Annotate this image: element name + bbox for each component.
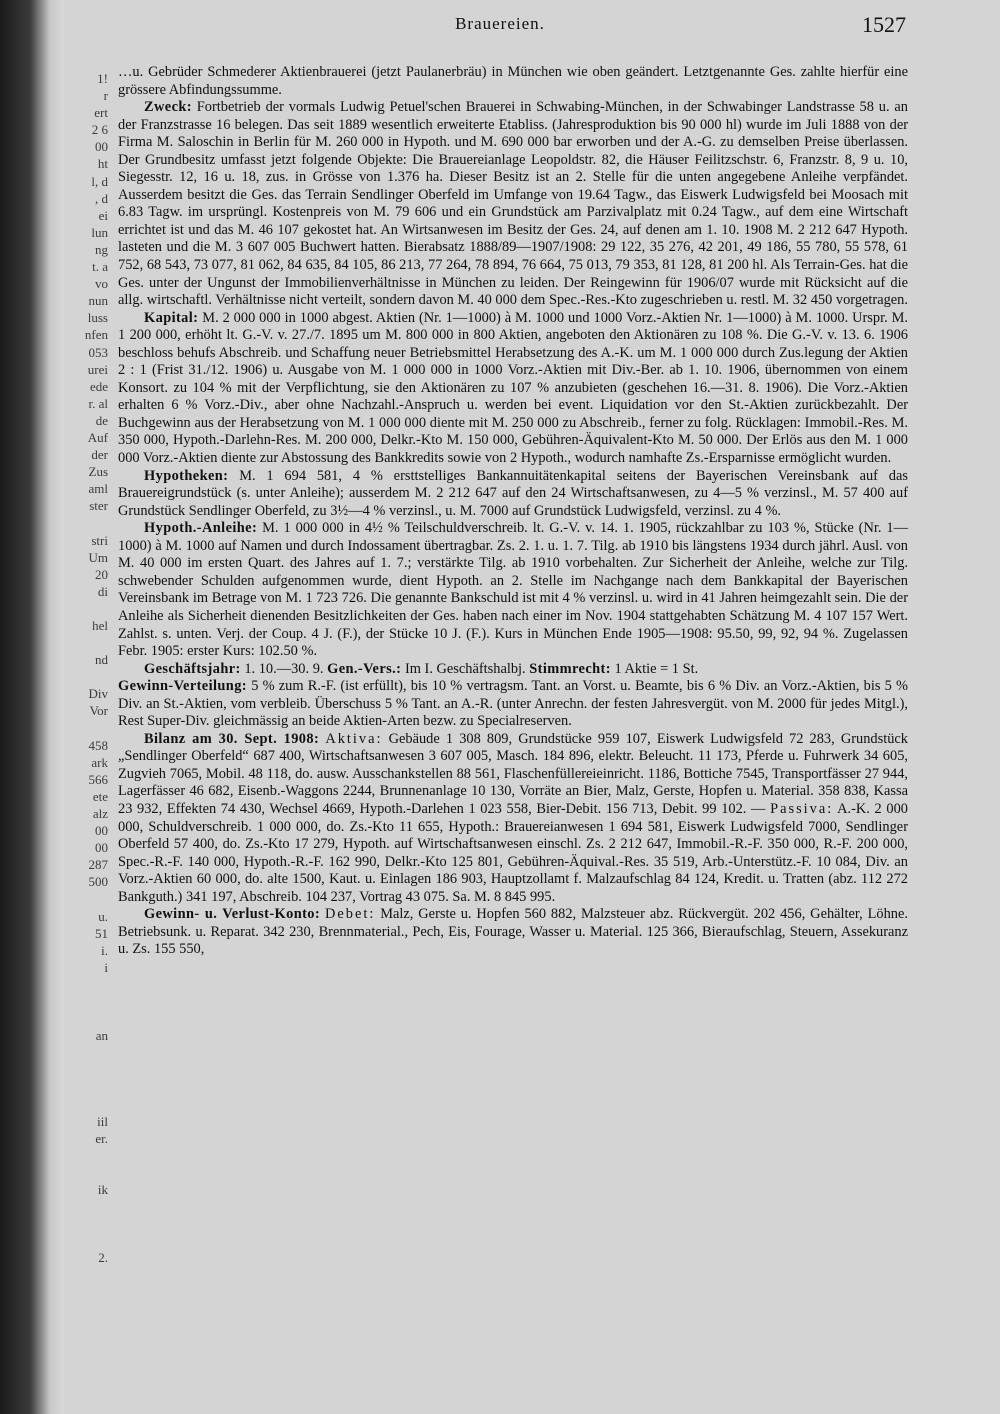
facing-page-fragments: [68, 70, 108, 1284]
facing-page-fragment: Vor: [89, 703, 108, 719]
facing-page-fragment: de: [95, 412, 108, 428]
facing-page-fragment: [68, 1267, 108, 1284]
facing-page-fragment: [68, 1215, 108, 1232]
facing-page-fragment: Um: [88, 549, 108, 565]
kapital-text: M. 2 000 000 in 1000 abgest. Aktien (Nr. 1—1000) à M. 1000 und 1000 Vorz.-Aktien Nr. 1—1000) à M. 1000. Urspr. M. 1 200 000, erhöht lt. G.-V. v. 27./7. 1895 um M. 800 000 in 800 Aktien, angeboten den Aktionären zu 108 %. Die G.-V. v. 13. 6. 1906 beschloss behufs Abschreib. und Schaffung neuer Betriebsmittel Herabsetzung des A.-K. um M. 1 000 000 durch Zus.legung der Aktien 2 : 1 (Frist 31./12. 1906) u. Ausgabe von M. 1 000 000 in 1000 Vorz.-Aktien mit Div.-Ber. ab 1. 10. 1906, übernommen von einem Konsort. zu 104 % mit der Verpflichtung, sie den Aktionären zu 107 % anzubieten (geschehen 16.—31. 8. 1906). Die Vorz.-Aktien erhalten 6 % Vorz.-Div., aber ohne Nachzahl.-Anspruch u. werden bei event. Liquidation vor den St.-Aktien zurückbezahlt. Der Buchgewinn aus der Herabsetzung von M. 1 000 000 diente mit M. 250 000 zu Abschreib., ferner zu folg. Rücklagen: Immobil.-Res. M. 350 000, Hypoth.-Darlehn-Res. M. 200 000, Delkr.-Kto M. 150 000, Gebühren-Äquivalent-Kto M. 50 000. Der Erlös aus den M. 1 000 000 Vorz.-Aktien diente zur Abstossung des Bankkredits sowie von 2 Hypoth., wodurch namhafte Zs.-Ersparnisse ermöglicht wurden.: [118, 309, 908, 467]
facing-page-fragment: ster: [89, 498, 108, 514]
aktiva-label: Aktiva:: [325, 730, 383, 747]
facing-page-fragment: 00: [95, 823, 108, 839]
facing-page-fragment: der: [91, 447, 108, 463]
geschaeftsjahr-paragraph: [118, 661, 908, 679]
guv-label: Gewinn- u. Verlust-Konto:: [144, 906, 321, 923]
facing-page-fragment: lun: [91, 224, 108, 240]
facing-page-fragment: [68, 634, 108, 651]
passiva-text: A.-K. 2 000 000, Schuldverschreib. 1 000 000, do. Zs.-Kto 11 655, Hypoth.: Brauereianwesen 1 694 581, Eiswerk Ludwigsfeld 7000, Sendlinger Oberfeld 57 400, do. Zs.-Kto 17 279, Hypoth. auf Wirtschaftsanwesen einschl. Zs. 2 212 647, Immobil.-R.-F. 350 000, R.-F. 200 000, Spec.-R.-F. 140 000, Hypoth.-R.-F. 162 990, Delkr.-Kto 125 801, Gebühren-Äquival.-Res. 35 519, Arb.-Unterstütz.-F. 10 084, Div. an Vorz.-Aktien 60 000, do. alte 1500, Kaut. u. Einlagen 186 903, Hauptzollamt f. Malzaufschlag 84 124, Kredit. u. Tratten (abz. 112 272 Bankguth.) 341 197, Abschreib. 104 237, Vortrag 43 075. Sa. M. 8 845 995.: [118, 800, 908, 905]
facing-page-fragment: Div: [88, 686, 108, 702]
stimmrecht-text: 1 Aktie = 1 St.: [614, 660, 699, 677]
facing-page-fragment: 00: [95, 840, 108, 856]
facing-page-fragment: iil: [97, 1113, 108, 1129]
facing-page-fragment: , d: [95, 190, 108, 206]
guv-paragraph: [118, 906, 908, 959]
kapital-label: Kapital:: [144, 309, 199, 326]
hypotheken-text: M. 1 694 581, 4 % ersttstelliges Bankannuitätenkapital seitens der Bayerischen Vereinsbank auf das Brauereigrundstück (s. unter Anleihe); ausserdem M. 2 212 647 auf den 24 Wirtschaftsanwesen, zu 4—5 % verzinsl., M. 57 400 auf Grundstück Sendlinger Oberfeld, zu 3½—4 % verzinsl., u. M. 7000 auf Grundstück Ludwigsfeld, verzinsl. zu 4 %.: [118, 467, 908, 519]
aktiva-text: Gebäude 1 308 809, Grundstücke 959 107, Eiswerk Ludwigsfeld 72 283, Grundstück „Sendlinger Oberfeld“ 687 400, Wirtschaftsanwesen 3 607 005, Masch. 184 896, elektr. Beleucht. 11 173, Pferde u. Fuhrwerk 34 605, Zugvieh 7065, Mobil. 48 118, do. ausw. Ausschankstellen 88 561, Flaschenfüllereieinricht. 1186, Bottiche 7545, Transportfässer 27 944, Lagerfässer 46 682, Eisenb.-Waggons 2244, Brunnenanlage 10 130, Vorräte an Bier, Malz, Gerste, Hopfen u. Material. 358 838, Kassa 23 932, Effekten 74 430, Wechsel 4669, Hypoth.-Darlehen 1 023 558, Bier-Debit. 156 713, Debit. 99 102. —: [118, 730, 908, 817]
gewinn-verteilung-paragraph: [118, 678, 908, 731]
facing-page-fragment: [68, 720, 108, 737]
facing-page-fragment: r. al: [88, 395, 108, 411]
debet-label: Debet:: [324, 906, 376, 923]
anleihe-text: M. 1 000 000 in 4½ % Teilschuldverschreib. lt. G.-V. v. 14. 1. 1905, rückzahlbar zu 103 %, Stücke (Nr. 1—1000) à M. 1000 auf Namen und durch Indossament übertragbar. Zs. 2. 1. u. 1. 7. Tilg. ab 1910 bis längstens 1934 durch jährl. Ausl. von M. 40 000 im ersten Quart. des Jahres auf 1. 7.; verstärkte Tilg. ab 1910 vorbehalten. Zur Sicherheit der Anleihe, welche zur Tilg. schwebender Schulden aufgenommen wurde, dient Hypoth. an 2. Stelle im Nachgange nach dem Bankkapital der Bayerischen Vereinsbank im Betrage von M. 1 723 726. Die genannte Bankschuld ist mit 4 % verzinsl. u. wird in 41 Jahren heimgezahlt sein. Die der Anleihe als Sicherheit dienenden Besitzlichkeiten der Ges. haben nach einer im Nov. 1904 stattgehabten Schätzung M. 4 107 157 Wert. Zahlst. s. unten. Verj. der Coup. 4 J. (F.), der Stücke 10 J. (F.). Kurs in München Ende 1905—1908: 95.50, 99, 92, 94 %. Zugelassen Febr. 1905: erster Kurs: 102.50 %.: [118, 520, 908, 660]
facing-page-fragment: ete: [92, 788, 108, 804]
facing-page-fragment: di: [97, 583, 108, 599]
facing-page-fragment: an: [95, 1028, 108, 1044]
facing-page-fragment: r: [103, 88, 108, 104]
anleihe-paragraph: [118, 520, 908, 660]
facing-page-fragment: er.: [95, 1130, 108, 1146]
geschaeftsjahr-text: 1. 10.—30. 9.: [244, 660, 324, 677]
facing-page-fragment: [68, 993, 108, 1010]
facing-page-fragment: 2.: [98, 1250, 108, 1266]
hypotheken-paragraph: [118, 468, 908, 521]
facing-page-fragment: [68, 1232, 108, 1249]
facing-page-fragment: [68, 1010, 108, 1027]
passiva-label: Passiva:: [770, 800, 834, 817]
facing-page-fragment: 00: [95, 139, 108, 155]
facing-page-fragment: Zus: [88, 464, 108, 480]
facing-page-fragment: [68, 514, 108, 531]
zweck-label: Zweck:: [144, 99, 192, 116]
facing-page-fragment: 053: [88, 344, 108, 360]
facing-page-fragment: [68, 668, 108, 685]
facing-page-fragment: ht: [97, 156, 108, 172]
bilanz-paragraph: [118, 731, 908, 906]
facing-page-fragment: [68, 1164, 108, 1181]
stimmrecht-label: Stimmrecht:: [529, 660, 611, 677]
bilanz-label: Bilanz am 30. Sept. 1908:: [144, 730, 320, 747]
facing-page-fragment: luss: [87, 310, 108, 326]
facing-page-fragment: vo: [95, 276, 108, 292]
facing-page-fragment: stri: [91, 532, 108, 548]
facing-page-fragment: 1!: [97, 71, 108, 86]
facing-page-fragment: urei: [87, 361, 108, 377]
facing-page-fragment: ei: [98, 207, 108, 223]
facing-page-fragment: nd: [95, 652, 108, 668]
facing-page-fragment: ert: [94, 105, 108, 121]
facing-page-fragment: 500: [88, 874, 108, 890]
gewinn-verteilung-text: 5 % zum R.-F. (ist erfüllt), bis 10 % vertragsm. Tant. an Vorst. u. Beamte, bis 6 % Div. an Vorz.-Aktien, bis 5 % Div. an St.-Aktien, vom verbleib. Überschuss 5 % Tant. an A.-R. (unter Anrechn. der festen Jahresvergüt. von M. 2000 für jedes Mitgl.), Rest Super-Div. gleichmässig an beide Aktien-Arten bezw. zu Specialreserven.: [118, 678, 908, 730]
facing-page-fragment: hel: [92, 618, 108, 633]
page-number: 1527: [862, 12, 906, 37]
hypotheken-label: Hypotheken:: [144, 467, 229, 484]
facing-page-fragment: 287: [88, 857, 108, 873]
facing-page-fragment: nun: [88, 293, 108, 309]
facing-page-fragment: u.: [98, 908, 108, 924]
facing-page-fragment: [68, 976, 108, 993]
facing-page-fragment: i: [104, 959, 108, 975]
facing-page-fragment: 566: [88, 771, 108, 787]
book-gutter-shadow: [0, 0, 64, 1414]
gen-vers-text: Im I. Geschäftshalbj.: [404, 660, 526, 677]
facing-page-fragment: [68, 1061, 108, 1078]
facing-page-fragment: alz: [92, 806, 108, 822]
facing-page-fragment: [68, 1044, 108, 1061]
facing-page-fragment: [68, 600, 108, 617]
facing-page-fragment: [68, 1096, 108, 1113]
anleihe-label: Hypoth.-Anleihe:: [144, 520, 258, 537]
facing-page-fragment: ark: [91, 754, 108, 770]
facing-page-fragment: t. a: [92, 259, 108, 275]
facing-page-fragment: ng: [95, 241, 108, 257]
facing-page-fragment: [68, 1079, 108, 1096]
kapital-paragraph: [118, 310, 908, 468]
facing-page-fragment: 2 6: [91, 122, 108, 138]
zweck-text: Fortbetrieb der vormals Ludwig Petuel'schen Brauerei in Schwabing-München, in der Schwabinger Landstrasse 58 u. an der Franzstrasse 16 belegen. Das seit 1889 wesentlich erweiterte Etabliss. (Jahresproduktion bis 90 000 hl) wurde im Juli 1888 von der Firma M. Saloschin in Berlin für M. 260 000 in Hypoth. und M. 690 000 bar erworben und der A.-G. zu demselben Preise überlassen. Der Grundbesitz umfasst jetzt folgende Objekte: Die Brauereianlage Leopoldstr. 82, die Häuser Feilitzschstr. 6, Franzstr. 8, 9 u. 10, Siegesstr. 12, 16 u. 18, zus. in Grösse von 1.376 ha. Dieser Besitz ist an 2. Stelle für die unten angegebene Anleihe verpfändet. Ausserdem besitzt die Ges. das Terrain Sendlinger Oberfeld im Umfange von 19.64 Tagw., das Eiswerk Ludwigsfeld bei Moosach mit 6.83 Tagw. im ursprüngl. Kostenpreis von M. 79 606 und ein Grundstück am Parzivalplatz mit 0.24 Tagw., auf dem eine Wirtschaft errichtet ist und das M. 46 107 gekostet hat. An Wirtsanwesen im Besitz der Ges. 24, auf denen am 1. 10. 1908 M. 2 212 647 Hypoth. lasteten und die M. 3 607 005 Buchwert hatten. Bierabsatz 1888/89—1907/1908: 29 122, 35 276, 42 201, 49 186, 55 780, 55 578, 61 752, 68 543, 73 077, 81 062, 84 635, 84 105, 86 213, 77 264, 78 894, 76 664, 75 013, 79 353, 81 128, 81 200 hl. Als Terrain-Ges. hat die Ges. unter der Ungunst der Immobilienverhältnisse in München zu leiden. Der Reingewinn für 1906/07 wurde mit Rücksicht auf die allg. wirtschaftl. Verhältnisse nicht verteilt, sondern davon M. 40 000 dem Spec.-Res.-Kto zugeschrieben u. restl. M. 32 450 vorgetragen.: [118, 99, 908, 309]
zweck-paragraph: [118, 99, 908, 310]
facing-page-fragment: aml: [88, 481, 108, 497]
intro-paragraph: …u. Gebrüder Schmederer Aktienbrauerei (jetzt Paulanerbräu) in München wie oben geändert. Letztgenannte Ges. zahlte hierfür eine grössere Abfindungssumme.: [118, 64, 908, 98]
facing-page-fragment: Auf: [87, 429, 108, 445]
facing-page-fragment: nfen: [84, 327, 108, 343]
running-head: Brauereien.: [455, 14, 545, 33]
gen-vers-label: Gen.-Vers.:: [327, 660, 402, 677]
facing-page-fragment: [68, 1198, 108, 1215]
facing-page-fragment: ede: [89, 378, 108, 394]
facing-page-fragment: 458: [88, 737, 108, 753]
facing-page-fragment: l, d: [91, 173, 108, 189]
gewinn-verteilung-label: Gewinn-Verteilung:: [118, 678, 247, 695]
facing-page-fragment: [68, 1147, 108, 1164]
geschaeftsjahr-label: Geschäftsjahr:: [144, 660, 241, 677]
facing-page-fragment: [68, 891, 108, 908]
facing-page-fragment: 20: [95, 566, 108, 582]
facing-page-fragment: ik: [97, 1182, 108, 1198]
facing-page-fragment: i.: [101, 942, 108, 958]
page-body: [118, 64, 908, 959]
debet-text: Malz, Gerste u. Hopfen 560 882, Malzsteuer abz. Rückvergüt. 202 456, Gehälter, Löhne. Betriebsunk. u. Reparat. 342 230, Brennmaterial., Pech, Eis, Fourage, Wasser u. Material. 125 366, Bieraufschlag, Steuern, Assekuranz u. Zs. 155 550,: [118, 906, 908, 958]
facing-page-fragment: 51: [95, 925, 108, 941]
